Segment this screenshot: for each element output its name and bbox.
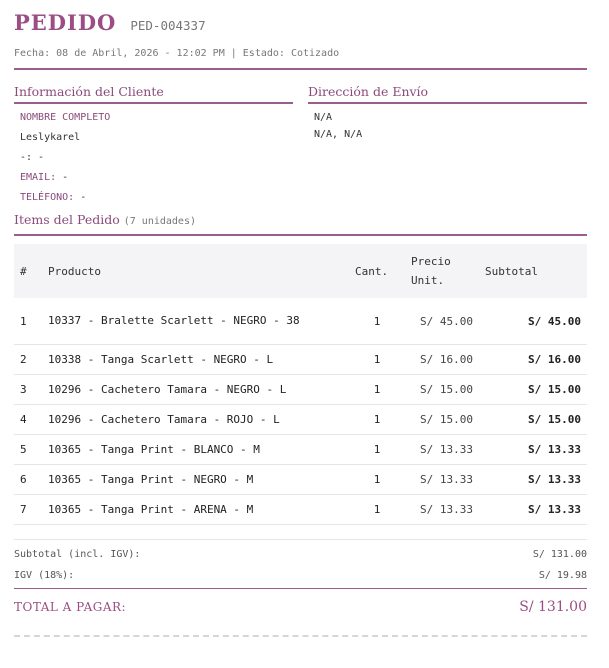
- row-subtotal: S/ 45.00: [479, 298, 587, 345]
- items-section-title: [14, 212, 587, 230]
- shipping-line-2: N/A, N/A: [314, 129, 363, 140]
- col-product: Producto: [48, 264, 101, 278]
- items-table-header: [14, 244, 587, 298]
- subtotal-value: S/ 131.00: [532, 549, 587, 560]
- page-title: PEDIDO: [14, 10, 117, 35]
- row-product: 10365 - Tanga Print - BLANCO - M: [42, 435, 349, 465]
- row-product: 10365 - Tanga Print - NEGRO - M: [42, 465, 349, 495]
- phone-value: -: [80, 192, 87, 203]
- email-line: [20, 168, 293, 188]
- email-value: -: [62, 172, 69, 183]
- row-index: 6: [14, 465, 42, 495]
- phone-line: [20, 188, 293, 208]
- order-number: PED-004337: [130, 18, 206, 33]
- row-price: S/ 45.00: [405, 298, 479, 345]
- row-product: 10337 - Bralette Scarlett - NEGRO - 38: [42, 298, 349, 345]
- table-row: [14, 298, 587, 345]
- igv-value: S/ 19.98: [538, 570, 587, 581]
- row-qty: 1: [349, 375, 405, 405]
- grand-total-line: [14, 589, 587, 625]
- row-product: 10365 - Tanga Print - ARENA - M: [42, 495, 349, 525]
- info-columns: [14, 84, 587, 208]
- col-subtotal: Subtotal: [485, 264, 538, 278]
- phone-label: TELÉFONO:: [20, 192, 75, 203]
- shipping-section: [308, 84, 587, 208]
- grand-total-label: TOTAL A PAGAR:: [14, 600, 127, 614]
- row-index: 5: [14, 435, 42, 465]
- table-row: [14, 375, 587, 405]
- shipping-line-1: N/A: [314, 112, 333, 123]
- row-qty: 1: [349, 298, 405, 345]
- name-label: NOMBRE COMPLETO: [20, 112, 111, 123]
- row-price: S/ 15.00: [405, 405, 479, 435]
- row-index: 4: [14, 405, 42, 435]
- igv-label: IGV (18%):: [14, 570, 75, 581]
- igv-line: [14, 565, 587, 586]
- document-line: -: -: [20, 152, 45, 163]
- row-qty: 1: [349, 435, 405, 465]
- row-qty: 1: [349, 465, 405, 495]
- dashed-divider: [14, 635, 587, 637]
- client-section-title: Información del Cliente: [14, 84, 164, 99]
- grand-total-value: S/ 131.00: [519, 599, 587, 615]
- row-subtotal: S/ 13.33: [479, 495, 587, 525]
- row-product: 10296 - Cachetero Tamara - ROJO - L: [42, 405, 349, 435]
- row-subtotal: S/ 15.00: [479, 375, 587, 405]
- order-meta: Fecha: 08 de Abril, 2026 - 12:02 PM | Estado: Cotizado: [14, 48, 340, 59]
- row-subtotal: S/ 13.33: [479, 465, 587, 495]
- shipping-info: [308, 108, 587, 144]
- document-header: [14, 10, 587, 38]
- row-index: 3: [14, 375, 42, 405]
- items-table: [14, 244, 587, 525]
- row-qty: 1: [349, 405, 405, 435]
- col-price: Precio Unit.: [411, 255, 451, 287]
- client-section: [14, 84, 293, 208]
- row-qty: 1: [349, 345, 405, 375]
- subtotal-line: [14, 544, 587, 565]
- row-price: S/ 16.00: [405, 345, 479, 375]
- row-index: 2: [14, 345, 42, 375]
- table-row: [14, 405, 587, 435]
- row-index: 1: [14, 298, 42, 345]
- totals-section: [14, 539, 587, 637]
- row-price: S/ 13.33: [405, 495, 479, 525]
- row-subtotal: S/ 13.33: [479, 435, 587, 465]
- row-price: S/ 13.33: [405, 465, 479, 495]
- subtotal-label: Subtotal (incl. IGV):: [14, 549, 141, 560]
- table-row: [14, 465, 587, 495]
- header-divider: [14, 68, 587, 70]
- row-price: S/ 13.33: [405, 435, 479, 465]
- row-price: S/ 15.00: [405, 375, 479, 405]
- table-row: [14, 435, 587, 465]
- items-divider: [14, 234, 587, 236]
- items-units: (7 unidades): [123, 216, 196, 227]
- table-row: [14, 345, 587, 375]
- shipping-divider: [308, 102, 587, 104]
- client-info: [14, 108, 293, 208]
- col-qty: Cant.: [355, 264, 389, 278]
- order-document: [14, 10, 587, 637]
- col-index: #: [20, 264, 27, 278]
- shipping-section-title: Dirección de Envío: [308, 84, 429, 99]
- row-subtotal: S/ 15.00: [479, 405, 587, 435]
- row-product: 10296 - Cachetero Tamara - NEGRO - L: [42, 375, 349, 405]
- email-label: EMAIL:: [20, 172, 57, 183]
- table-row: [14, 495, 587, 525]
- row-qty: 1: [349, 495, 405, 525]
- items-title-text: Items del Pedido: [14, 212, 120, 227]
- row-index: 7: [14, 495, 42, 525]
- name-value: Leslykarel: [20, 132, 81, 143]
- row-subtotal: S/ 16.00: [479, 345, 587, 375]
- client-divider: [14, 102, 293, 104]
- row-product: 10338 - Tanga Scarlett - NEGRO - L: [42, 345, 349, 375]
